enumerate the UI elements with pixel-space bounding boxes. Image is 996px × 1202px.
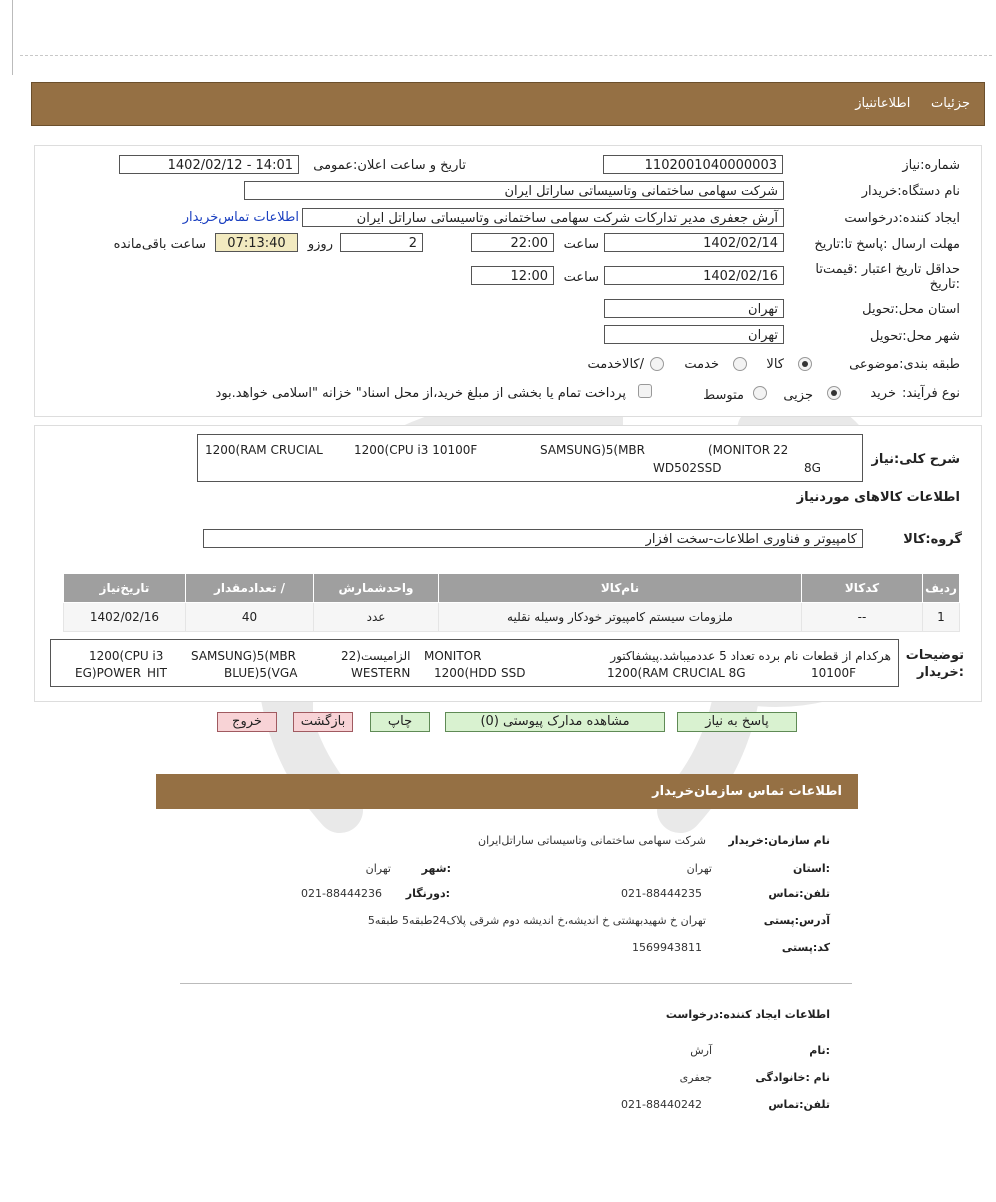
summary-text-mbr: SAMSUNG)5(MBR [540,443,645,457]
col-unit: واحدشمارش [314,574,439,603]
address-label: آدرس:پستی [763,914,830,927]
cell-unit: عدد [314,603,439,632]
summary-text-cpu: 1200(CPU i3 10100F [354,443,478,457]
deadline-date-field: 1402/02/14 [604,233,784,252]
postal-label: کد:پستی [781,941,830,954]
cell-row: 1 [923,603,960,632]
contact-section-title: اطلاعات تماس سازمان‌خریدار [652,784,842,799]
contact-city-value: تهران [365,862,391,875]
city-label: شهر محل:تحویل [870,329,960,344]
contact-province-value: تهران [686,862,712,875]
contact-section-header [156,774,858,809]
summary-text-ram: 1200(RAM CRUCIAL [205,443,323,457]
contact-phone-label: تلفن:تماس [768,887,830,900]
col-row: ردیف [923,574,960,603]
notes-text-2: 22)الزامیست [341,649,411,663]
buyer-field: شرکت سهامی ساختمانی وتاسیساتی ساراتل ایران [244,181,784,200]
table-row [64,603,960,632]
need-number-field: 1102001040000003 [603,155,783,174]
reply-button[interactable]: پاسخ به نیاز [677,712,797,732]
process-medium-radio[interactable] [753,386,767,400]
category-goods-radio[interactable] [798,357,812,371]
days-label: روزو [307,237,333,252]
buyer-notes-field [50,639,899,687]
postal-value: 1569943811 [632,941,702,954]
notes-text-hdd: 1200(HDD [434,666,497,680]
org-value: شرکت سهامی ساختمانی وتاسیساتی ساراتل‌ایران [478,834,706,847]
contact-phone-value: 021-88444235 [621,887,702,900]
header-title [855,96,970,111]
announce-field: 1402/02/12 - 14:01 [119,155,299,174]
process-medium-label: متوسط [703,388,744,403]
col-name: نام‌کالا [439,574,802,603]
validity-label-2: :تاریخ [929,277,960,292]
notes-text-cpu: 1200(CPU i3 [89,649,164,663]
notes-text-power: EG)POWER [75,666,142,680]
process-partial-radio[interactable] [827,386,841,400]
need-number-label: شماره:نیاز [902,158,960,173]
notes-label-2: :خریدار [917,665,964,680]
creator-phone-label: تلفن:تماس [768,1098,830,1111]
notes-text-ram: 1200(RAM CRUCIAL 8G [607,666,746,680]
validity-label-1: حداقل تاریخ اعتبار :قیمت‌تا [815,262,960,277]
notes-text-vga: BLUE)5(VGA [224,666,298,680]
col-qty: / تعدادمقدار [186,574,314,603]
back-button[interactable]: بازگشت [293,712,353,732]
summary-label: شرح کلی:نیاز [871,452,960,467]
validity-date-field: 1402/02/16 [604,266,784,285]
category-goods-service-radio[interactable] [650,357,664,371]
summary-text-monitor: (MONITOR [708,443,771,457]
attachments-button[interactable]: مشاهده مدارک پیوستی (0) [445,712,665,732]
process-partial-label: جزیی [783,388,813,403]
tab-details[interactable]: جزئیات [931,96,970,111]
summary-text-ssd: WD502SSD [653,461,722,475]
items-table [63,573,960,632]
buyer-label: نام دستگاه:خریدار [861,184,960,199]
top-divider [20,55,992,56]
summary-text-8g: 8G [804,461,821,475]
print-button[interactable]: چاپ [370,712,430,732]
table-header-row [64,574,960,603]
category-goods-label: کالا [766,357,784,372]
announce-label: تاریخ و ساعت اعلان:عمومی [313,158,466,173]
notes-text-ssd: SSD [501,666,526,680]
notes-text-1: هرکدام از قطعات نام برده تعداد 5 عددمیباشد.پیشفاکتور [610,649,891,663]
notes-text-mbr: SAMSUNG)5(MBR [191,649,296,663]
contact-divider [180,983,852,984]
province-label: استان محل:تحویل [862,302,960,317]
deadline-time-label: ساعت [563,237,599,252]
fax-value: 021-88444236 [301,887,382,900]
cell-name: ملزومات سیستم کامپیوتر خودکار وسیله نقلیه [439,603,802,632]
city-field: تهران [604,325,784,344]
validity-time-label: ساعت [563,270,599,285]
group-label: گروه:کالا [903,532,962,547]
deadline-label: مهلت ارسال :پاسخ تا:تاریخ [814,237,960,252]
first-name-value: آرش [690,1044,712,1057]
notes-label-1: توضیحات [905,648,964,663]
summary-text-size: 22 [773,443,789,457]
notes-text-western: WESTERN [351,666,411,680]
category-service-label: خدمت [684,357,719,372]
col-code: کدکالا [802,574,923,603]
validity-time-field: 12:00 [471,266,554,285]
page-header-bar [31,82,985,126]
treasury-payment-note: پرداخت تمام یا بخشی از مبلغ خرید،از محل اسناد" خزانه "اسلامی خواهد.بود [215,386,626,401]
address-value: تهران خ شهیدبهشتی خ اندیشه،خ اندیشه دوم شرقی پلاک24طبقه5 طبقه5 [367,914,706,927]
left-border-line [12,0,13,75]
contact-province-label: :استان [793,862,830,875]
category-service-radio[interactable] [733,357,747,371]
notes-text-10100f: 10100F [811,666,857,680]
province-field: تهران [604,299,784,318]
tab-need-info[interactable]: اطلاعاتنیاز [855,96,911,111]
creator-section-title: اطلاعات ایجاد کننده:درخواست [665,1008,830,1021]
notes-text-monitor: MONITOR [424,649,482,663]
exit-button[interactable]: خروج [217,712,277,732]
buyer-contact-link[interactable]: اطلاعات تماس‌خریدار [182,210,299,225]
org-label: نام سازمان:خریدار [728,834,830,847]
cell-code: -- [802,603,923,632]
last-name-value: جعفری [679,1071,712,1084]
treasury-payment-checkbox[interactable] [638,384,652,398]
process-buy-label: خرید [870,386,896,401]
contact-city-label: :شهر [421,862,451,875]
deadline-time-field: 22:00 [471,233,554,252]
last-name-label: نام :خانوادگی [755,1071,830,1084]
group-field: کامپیوتر و فناوری اطلاعات-سخت افزار [203,529,863,548]
remaining-label: ساعت باقی‌مانده [113,237,206,252]
category-goods-service-label: /کالاخدمت [587,357,644,372]
notes-text-hit: HIT [147,666,167,680]
first-name-label: :نام [809,1044,830,1057]
process-label: نوع فرآیند: [902,386,960,401]
cell-date: 1402/02/16 [64,603,186,632]
summary-field [197,434,863,482]
days-field: 2 [340,233,423,252]
col-date: تاریخ‌نیاز [64,574,186,603]
creator-phone-value: 021-88440242 [621,1098,702,1111]
creator-field: آرش جعفری مدیر تدارکات شرکت سهامی ساختمانی وتاسیساتی ساراتل ایران [302,208,784,227]
remaining-timer: 07:13:40 [215,233,298,252]
category-label: طبقه بندی:موضوعی [849,357,960,372]
fax-label: :دورنگار [405,887,450,900]
goods-info-title: اطلاعات کالاهای موردنیاز [796,490,960,505]
cell-qty: 40 [186,603,314,632]
creator-label: ایجاد کننده:درخواست [844,211,960,226]
